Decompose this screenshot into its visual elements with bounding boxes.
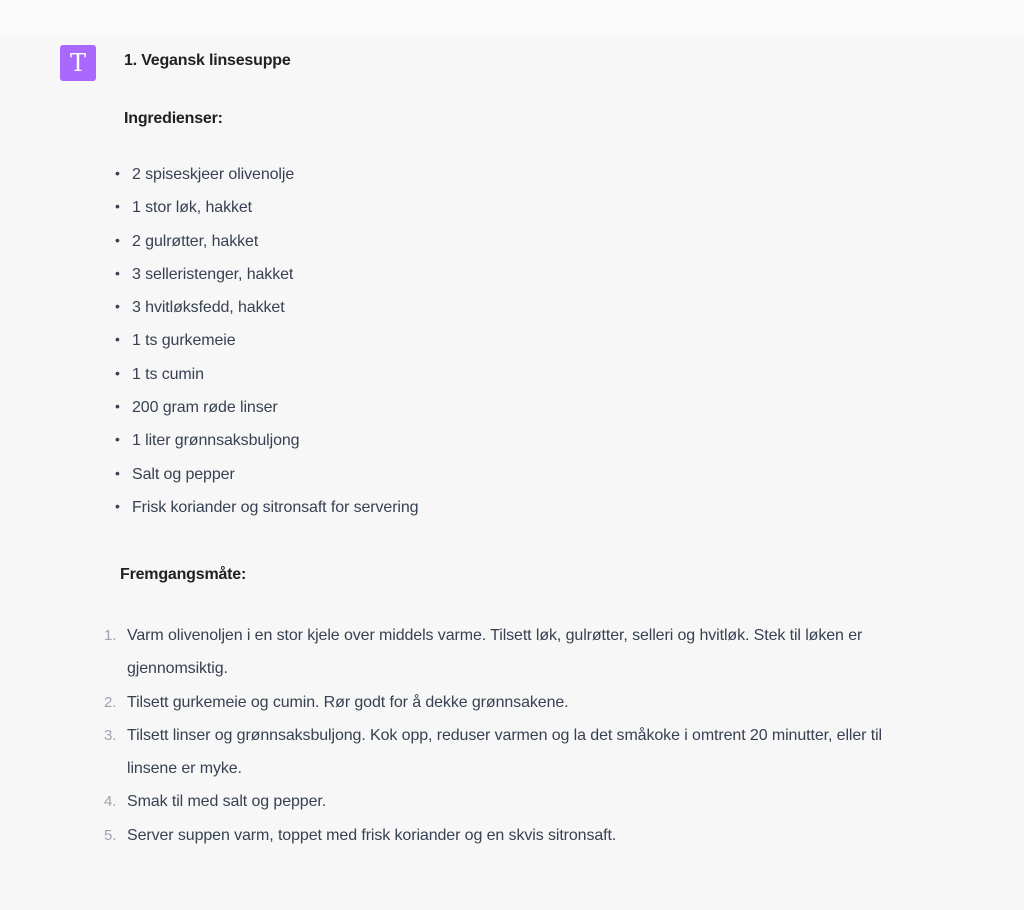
ingredient-text: Frisk koriander og sitronsaft for servering <box>132 498 419 516</box>
ingredient-item <box>114 196 418 229</box>
step-number: 5. <box>104 826 117 844</box>
ingredient-text: 1 liter grønnsaksbuljong <box>132 432 300 450</box>
bullet-icon: • <box>115 398 120 415</box>
bullet-icon: • <box>115 298 120 315</box>
ingredient-item <box>114 329 418 362</box>
ingredient-text: 1 ts gurkemeie <box>132 332 236 350</box>
ingredient-item <box>114 163 418 196</box>
ingredient-text: 2 gulrøtter, hakket <box>132 232 259 250</box>
ingredient-item <box>114 230 418 263</box>
ingredient-item <box>114 363 418 396</box>
ingredient-text: 1 stor løk, hakket <box>132 199 253 217</box>
step-text: Tilsett linser og grønnsaksbuljong. Kok opp, reduser varmen og la det småkoke i omtrent 20 minutter, eller til linsene er myke. <box>127 726 882 778</box>
step-number: 4. <box>104 793 117 811</box>
step-number: 3. <box>104 726 117 744</box>
bullet-icon: • <box>115 198 120 215</box>
ingredient-text: 200 gram røde linser <box>132 399 278 417</box>
bullet-icon: • <box>115 464 120 481</box>
step-text: Varm olivenoljen i en stor kjele over middels varme. Tilsett løk, gulrøtter, selleri og hvitløk. Stek til løken er gjennomsiktig. <box>127 627 863 678</box>
step-text: Tilsett gurkemeie og cumin. Rør godt for å dekke grønnsakene. <box>127 693 569 711</box>
step-number: 2. <box>104 693 117 711</box>
recipe-title: 1. Vegansk linsesuppe <box>124 52 291 69</box>
step-item <box>100 819 920 852</box>
ingredient-item <box>114 496 418 529</box>
step-item <box>100 785 920 818</box>
ingredient-item <box>114 396 418 429</box>
assistant-avatar-icon: T <box>60 45 96 81</box>
bullet-icon: • <box>115 497 120 514</box>
ingredient-item <box>114 463 418 496</box>
ingredients-heading: Ingredienser: <box>124 110 223 127</box>
assistant-message <box>0 36 1024 910</box>
ingredient-text: 2 spiseskjeer olivenolje <box>132 166 295 183</box>
method-heading: Fremgangsmåte: <box>120 566 247 583</box>
ingredient-item <box>114 429 418 462</box>
bullet-icon: • <box>115 331 120 348</box>
bullet-icon: • <box>115 431 120 448</box>
ingredient-text: 1 ts cumin <box>132 365 204 383</box>
step-number: 1. <box>104 627 117 644</box>
step-item <box>100 719 920 786</box>
ingredient-text: Salt og pepper <box>132 465 235 483</box>
steps-list <box>100 619 920 852</box>
ingredients-list <box>114 163 418 529</box>
bullet-icon: • <box>115 165 120 181</box>
step-text: Server suppen varm, toppet med frisk koriander og en skvis sitronsaft. <box>127 826 617 844</box>
ingredient-item <box>114 263 418 296</box>
step-item <box>100 686 920 719</box>
ingredient-text: 3 selleristenger, hakket <box>132 265 294 283</box>
ingredient-item <box>114 296 418 329</box>
step-text: Smak til med salt og pepper. <box>127 793 327 811</box>
bullet-icon: • <box>115 364 120 381</box>
previous-message-area <box>0 0 1024 37</box>
step-item <box>100 619 920 686</box>
bullet-icon: • <box>115 231 120 248</box>
bullet-icon: • <box>115 264 120 281</box>
ingredient-text: 3 hvitløksfedd, hakket <box>132 299 285 317</box>
